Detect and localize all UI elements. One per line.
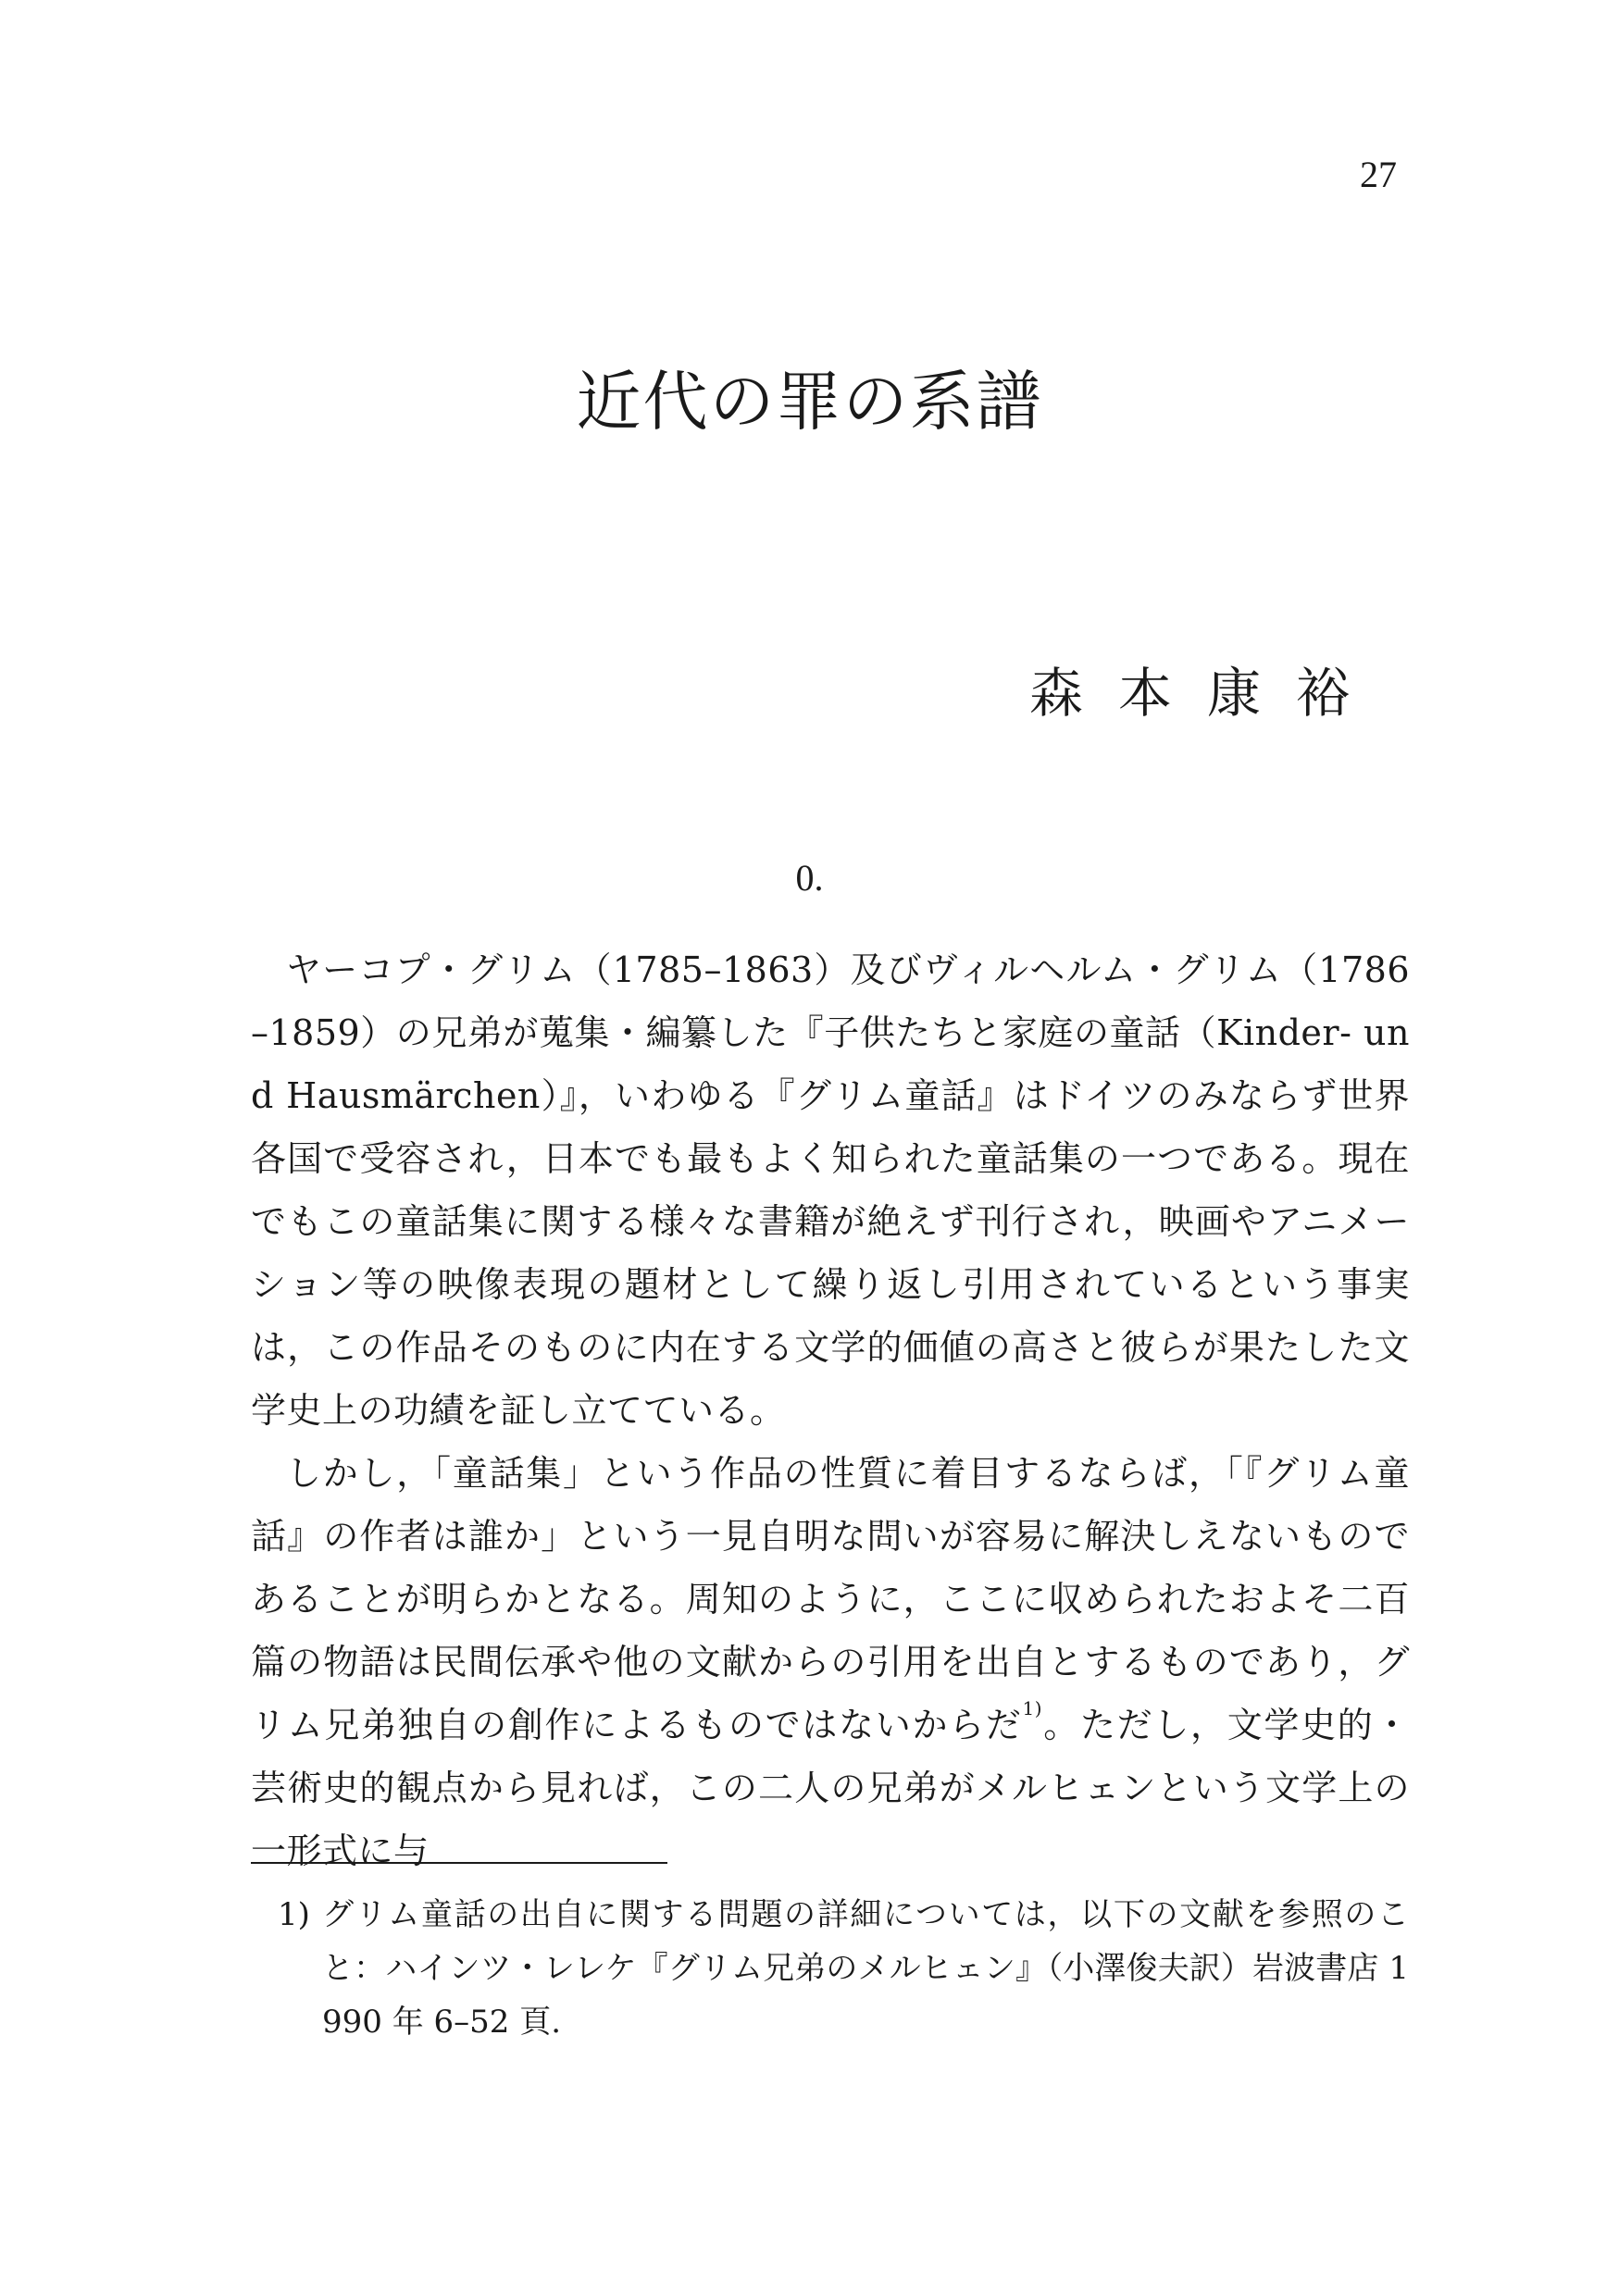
section-heading: 0. [795,857,824,899]
footnote-text: グリム童話の出自に関する問題の詳細については，以下の文献を参照のこと：ハインツ・レレケ『グリム兄弟のメルヒェン』（小澤俊夫訳）岩波書店 1990 年 6–52 頁. [322,1896,1409,2041]
paragraph [251,1442,1410,1882]
paragraph [251,938,1410,1442]
paragraph-text: しかし，「童話集」という作品の性質に着目するならば，「『グリム童話』の作者は誰か」という一見自明な問いが容易に解決しえないものであることが明らかとなる。周知のように，ここに収められたおよそ二百篇の物語は民間伝承や他の文献からの引用を出自とするものであり，グリム兄弟独自の創作によるものではないからだ [251,1453,1410,1745]
page-number: 27 [1360,154,1397,195]
paragraph-text: ヤーコプ・グリム（1785–1863）及びヴィルヘルム・グリム（1786–1859）の兄弟が蒐集・編纂した『子供たちと家庭の童話（Kinder- und Hausmärchen）』，いわゆる『グリム童話』はドイツのみならず世界各国で受容され，日本でも最もよく知られた童話集の一つである。現在でもこの童話集に関する様々な書籍が絶えず刊行され，映画やアニメーション等の映像表現の題材として繰り返し引用されているという事実は，この作品そのものに内在する文学的価値の高さと彼らが果たした文学史上の功績を証し立てている。 [251,949,1410,1431]
footnote-reference[interactable]: 1) [1022,1697,1043,1719]
footnote [278,1888,1409,2049]
footnote-divider [251,1862,667,1864]
paragraph-text-continued: 。ただし，文学史的・芸術史的観点から見れば，この二人の兄弟がメルヒェンという文学上の一形式に与 [251,1705,1410,1871]
author-name: 森本康裕 [1028,662,1385,725]
body-text [251,938,1410,1882]
footnote-mark: 1) [278,1896,310,1933]
article-title: 近代の罪の系譜 [576,364,1043,440]
